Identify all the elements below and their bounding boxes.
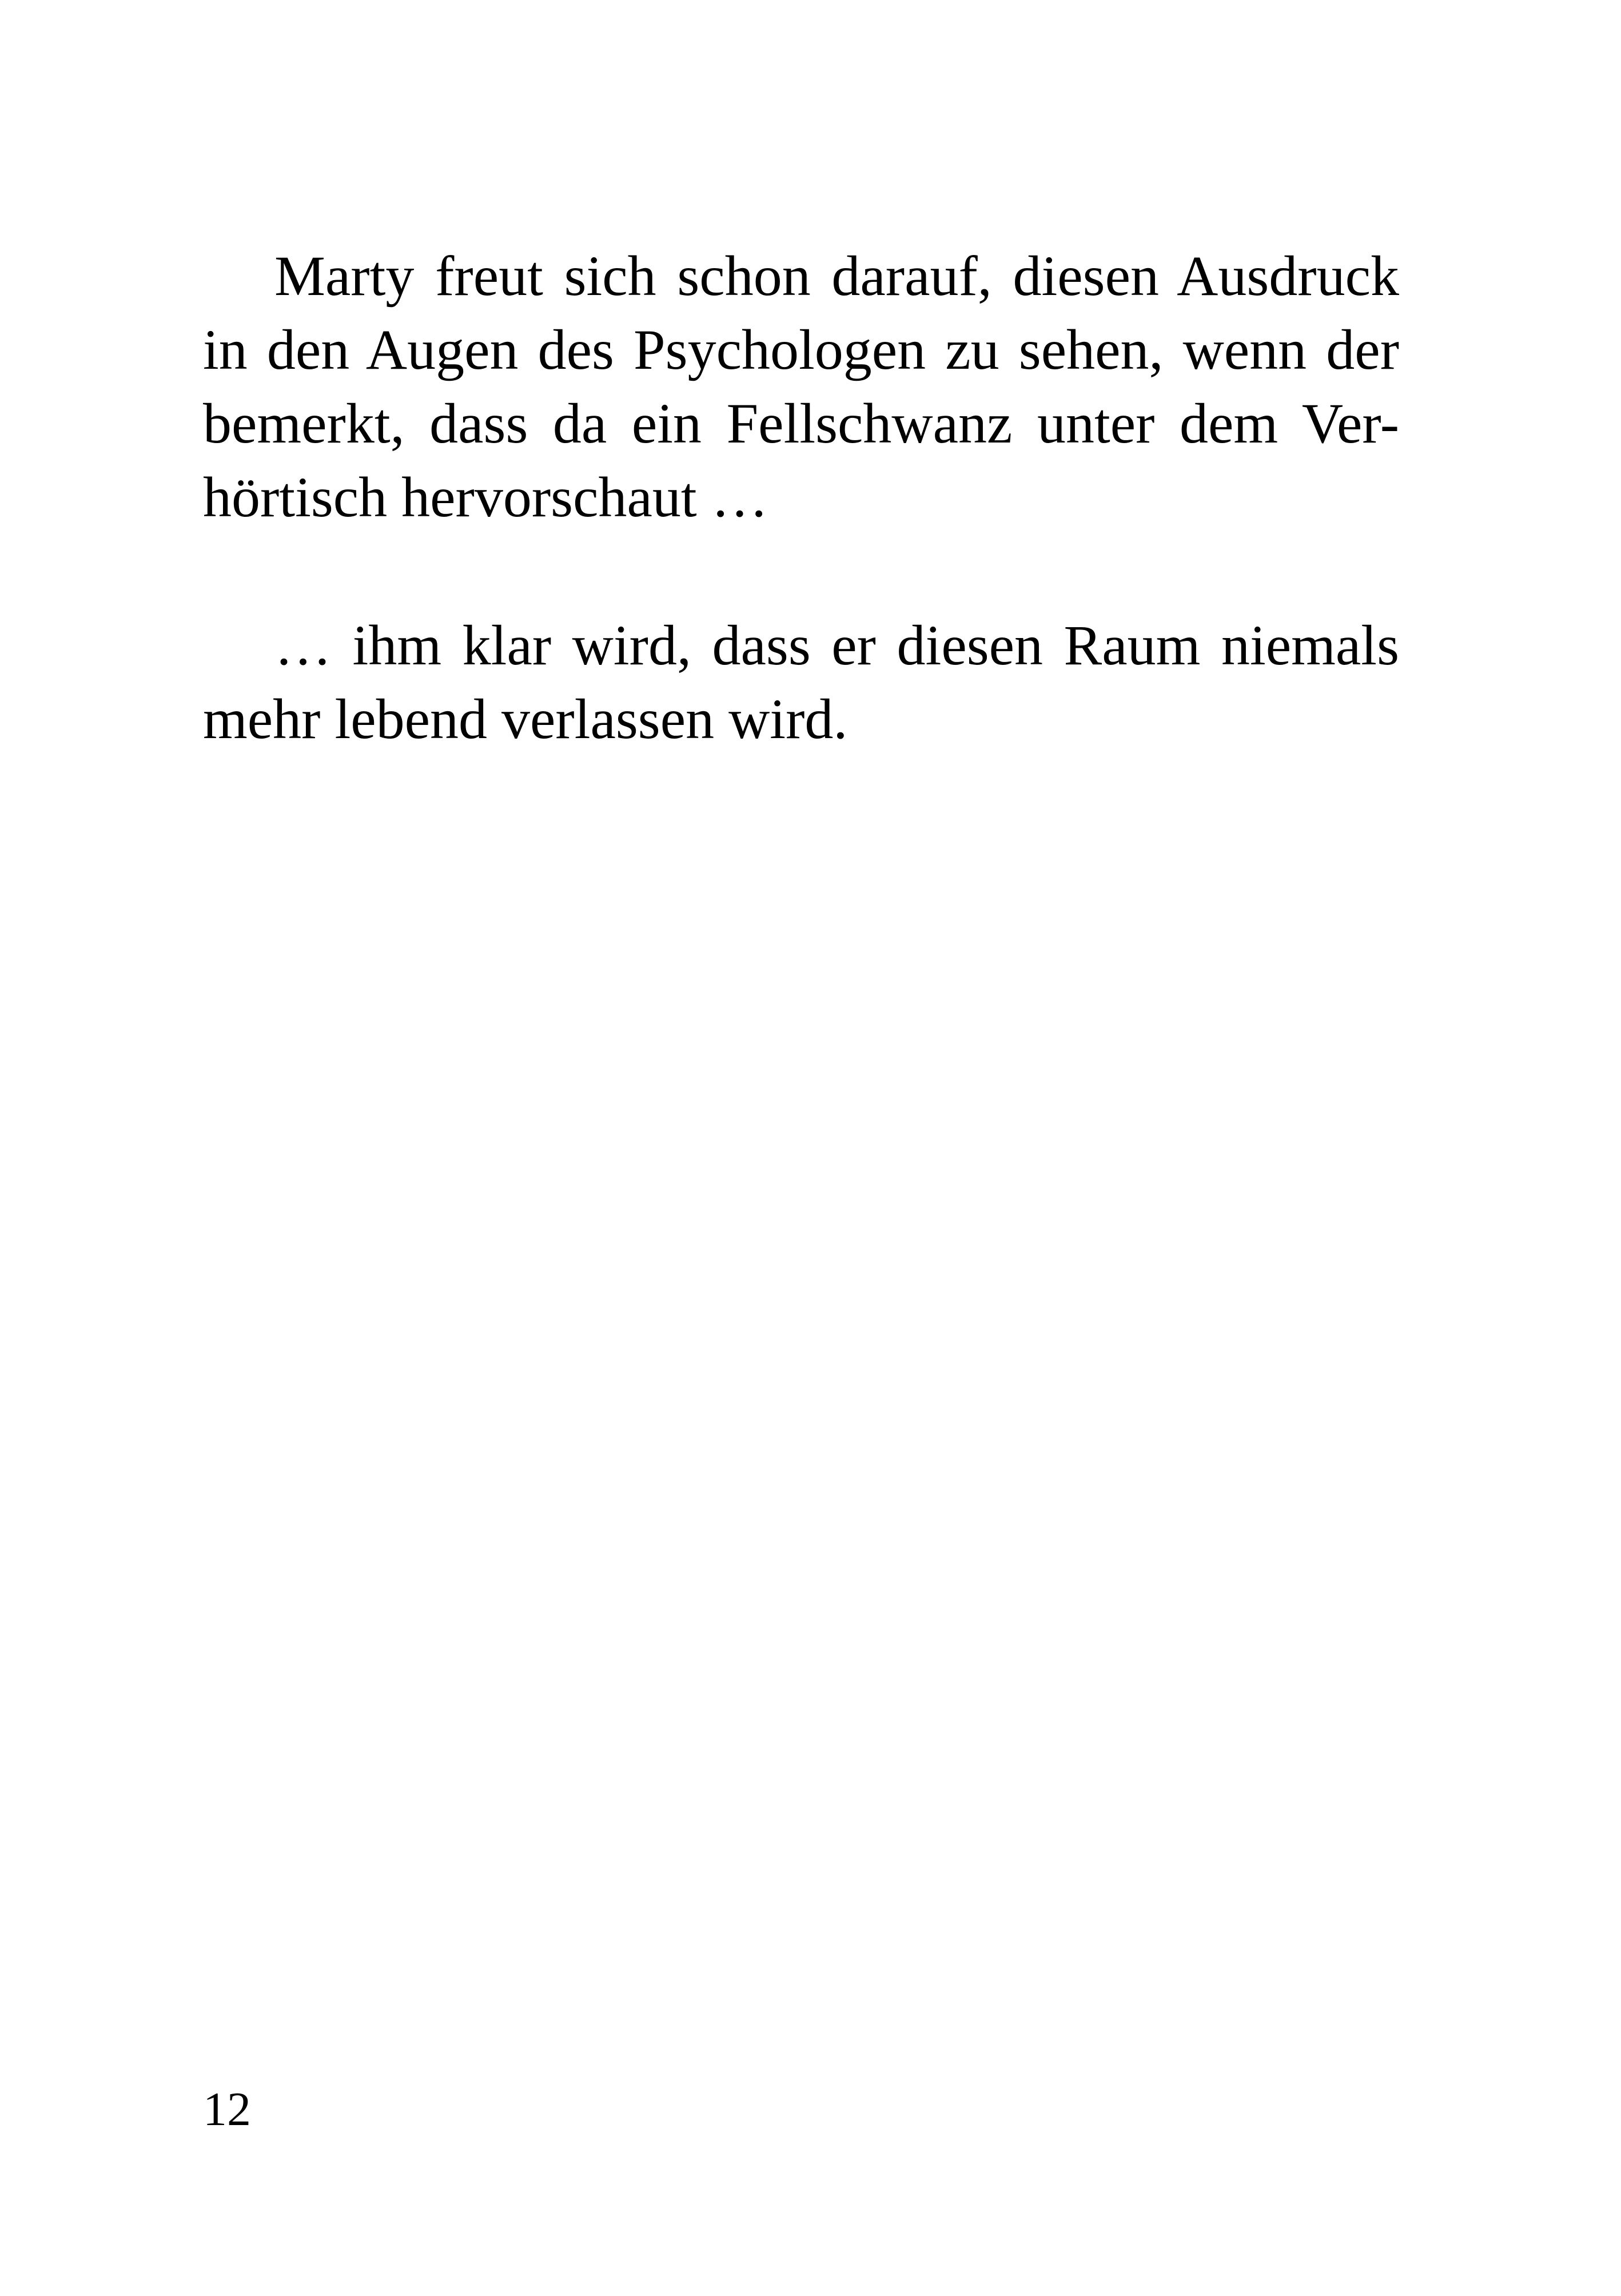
paragraph-spacer [203, 534, 1399, 608]
body-text [203, 239, 1399, 756]
text-line: Marty freut sich schon darauf, diesen Ausdruck [274, 244, 1399, 308]
text-line: in den Augen des Psychologen zu sehen, wenn der [203, 318, 1399, 381]
text-line: hörtisch hervorschaut … [203, 465, 768, 529]
text-line: … ihm klar wird, dass er diesen Raum niemals [274, 613, 1399, 677]
paragraph-1 [203, 239, 1399, 534]
paragraph-2 [203, 608, 1399, 756]
text-line: mehr lebend verlassen wird. [203, 687, 848, 751]
page-number: 12 [203, 2083, 251, 2136]
text-line: bemerkt, dass da ein Fellschwanz unter dem Ver- [203, 392, 1399, 455]
